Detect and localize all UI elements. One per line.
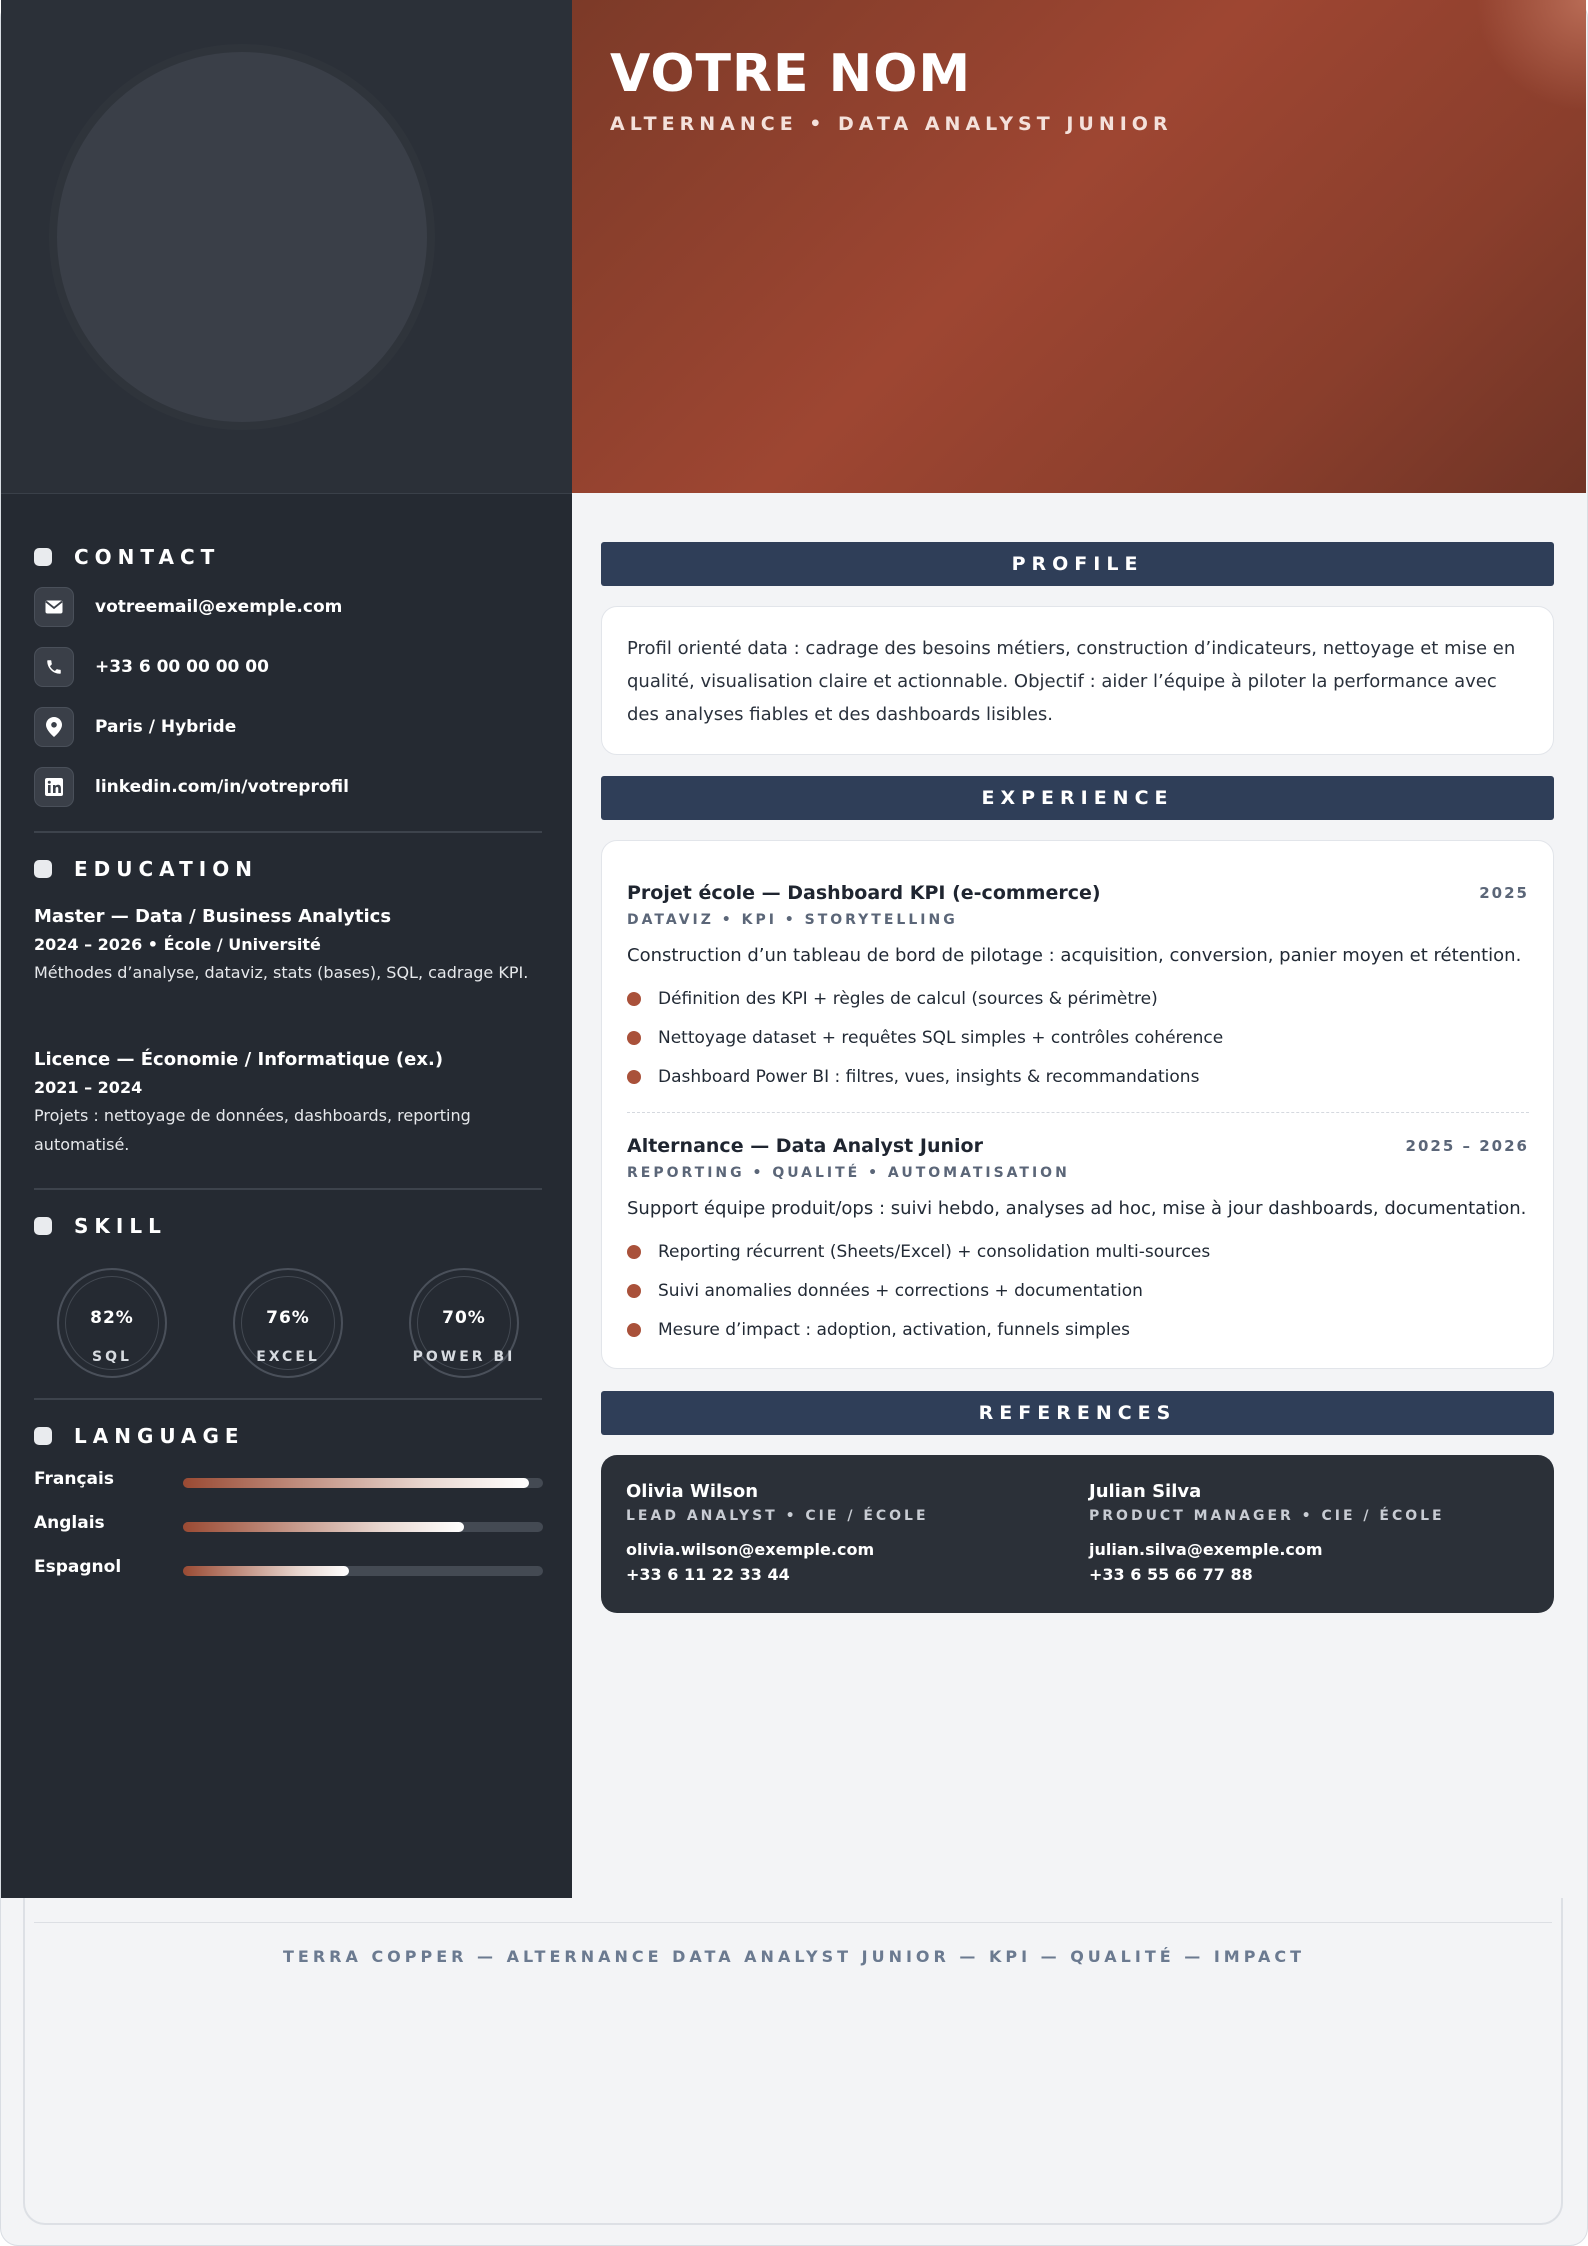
contact-heading: CONTACT xyxy=(34,542,220,572)
candidate-subtitle: ALTERNANCE • DATA ANALYST JUNIOR xyxy=(610,113,1173,135)
education-desc: Méthodes d’analyse, dataviz, stats (bases), SQL, cadrage KPI. xyxy=(34,963,529,982)
footer-divider xyxy=(34,1922,1552,1923)
section-divider xyxy=(34,831,542,833)
contact-phone-text: +33 6 00 00 00 00 xyxy=(95,657,269,677)
contact-location xyxy=(34,706,236,748)
experience-tags: DATAVIZ • KPI • STORYTELLING xyxy=(627,912,958,928)
skill-percent: 76% xyxy=(266,1308,310,1328)
experience-bullet: Dashboard Power BI : filtres, vues, insights & recommandations xyxy=(627,1067,1199,1087)
experience-bullet: Mesure d’impact : adoption, activation, funnels simples xyxy=(627,1320,1130,1340)
profile-photo-placeholder xyxy=(57,52,427,422)
experience-bullet: Suivi anomalies données + corrections + documentation xyxy=(627,1281,1143,1301)
reference-name: Julian Silva xyxy=(1089,1481,1202,1502)
skill-name: EXCEL xyxy=(256,1349,320,1365)
education-desc: Projets : nettoyage de données, dashboards, reporting automatisé. xyxy=(34,1106,471,1154)
references-heading: REFERENCES xyxy=(601,1391,1554,1435)
reference-item xyxy=(1089,1481,1445,1584)
language-row-espagnol xyxy=(34,1557,544,1581)
bullet-dot-icon xyxy=(627,1070,641,1084)
footer-text: TERRA COPPER — ALTERNANCE DATA ANALYST JUNIOR — KPI — QUALITÉ — IMPACT xyxy=(283,1947,1305,1966)
education-item xyxy=(34,906,549,987)
education-degree: Licence — Économie / Informatique (ex.) xyxy=(34,1049,444,1070)
experience-bullet: Nettoyage dataset + requêtes SQL simples + contrôles cohérence xyxy=(627,1028,1223,1048)
bullet-dot-icon xyxy=(627,1284,641,1298)
contact-phone[interactable] xyxy=(34,646,269,688)
profile-heading: PROFILE xyxy=(601,542,1554,586)
language-row-anglais xyxy=(34,1513,544,1537)
experience-bullet: Reporting récurrent (Sheets/Excel) + consolidation multi-sources xyxy=(627,1242,1210,1262)
education-years: 2024 – 2026 • École / Université xyxy=(34,935,321,954)
language-row-francais xyxy=(34,1469,544,1493)
mail-icon xyxy=(34,587,74,627)
reference-name: Olivia Wilson xyxy=(626,1481,759,1502)
phone-icon xyxy=(34,647,74,687)
experience-heading: EXPERIENCE xyxy=(601,776,1554,820)
language-level-fill xyxy=(183,1478,529,1488)
language-level-track xyxy=(183,1478,543,1488)
reference-item xyxy=(626,1481,929,1584)
language-name: Espagnol xyxy=(34,1557,122,1577)
skill-percent: 82% xyxy=(90,1308,134,1328)
bullet-dot-icon xyxy=(627,1245,641,1259)
references-card xyxy=(601,1455,1554,1613)
sidebar xyxy=(1,0,572,1898)
experience-bullet: Définition des KPI + règles de calcul (sources & périmètre) xyxy=(627,989,1158,1009)
experience-card xyxy=(601,840,1554,1369)
contact-email[interactable] xyxy=(34,586,342,628)
experience-date: 2025 xyxy=(1479,884,1529,902)
skill-name: SQL xyxy=(92,1349,132,1365)
section-bullet-icon xyxy=(34,1427,52,1445)
language-name: Anglais xyxy=(34,1513,105,1533)
bullet-dot-icon xyxy=(627,992,641,1006)
education-heading: EDUCATION xyxy=(34,854,258,884)
skill-gauge-sql xyxy=(57,1268,167,1378)
experience-divider xyxy=(627,1112,1529,1113)
contact-linkedin-text: linkedin.com/in/votreprofil xyxy=(95,777,349,797)
experience-summary: Support équipe produit/ops : suivi hebdo, analyses ad hoc, mise à jour dashboards, documentation. xyxy=(627,1198,1527,1219)
profile-text: Profil orienté data : cadrage des besoins métiers, construction d’indicateurs, nettoyage et mise en qualité, visualisation claire et actionnable. Objectif : aider l’équipe à piloter la performance avec des analyses fiables et des dashboards lisibles. xyxy=(627,638,1516,725)
education-degree: Master — Data / Business Analytics xyxy=(34,906,392,927)
header-banner xyxy=(572,0,1586,493)
contact-location-text: Paris / Hybride xyxy=(95,717,237,737)
experience-title: Projet école — Dashboard KPI (e-commerce) xyxy=(627,882,1101,904)
reference-phone[interactable]: +33 6 11 22 33 44 xyxy=(626,1565,790,1584)
experience-title: Alternance — Data Analyst Junior xyxy=(627,1135,983,1157)
linkedin-icon xyxy=(34,767,74,807)
skill-gauge-power-bi xyxy=(409,1268,519,1378)
section-bullet-icon xyxy=(34,860,52,878)
experience-date: 2025 – 2026 xyxy=(1405,1137,1529,1155)
reference-role: LEAD ANALYST • CIE / ÉCOLE xyxy=(626,1508,929,1524)
language-name: Français xyxy=(34,1469,114,1489)
contact-email-text: votreemail@exemple.com xyxy=(95,597,343,617)
language-level-fill xyxy=(183,1566,349,1576)
profile-card xyxy=(601,606,1554,755)
bullet-dot-icon xyxy=(627,1323,641,1337)
experience-item xyxy=(627,882,1529,1112)
bullet-dot-icon xyxy=(627,1031,641,1045)
experience-tags: REPORTING • QUALITÉ • AUTOMATISATION xyxy=(627,1165,1070,1181)
experience-summary: Construction d’un tableau de bord de pilotage : acquisition, conversion, panier moyen et rétention. xyxy=(627,945,1522,966)
reference-email[interactable]: olivia.wilson@exemple.com xyxy=(626,1540,875,1559)
reference-email[interactable]: julian.silva@exemple.com xyxy=(1089,1540,1323,1559)
section-bullet-icon xyxy=(34,1217,52,1235)
skill-gauge-excel xyxy=(233,1268,343,1378)
contact-linkedin[interactable] xyxy=(34,766,349,808)
section-divider xyxy=(34,1188,542,1190)
section-divider xyxy=(34,1398,542,1400)
experience-item xyxy=(627,1135,1529,1365)
language-level-fill xyxy=(183,1522,464,1532)
section-bullet-icon xyxy=(34,548,52,566)
skill-name: POWER BI xyxy=(412,1349,516,1365)
language-heading: LANGUAGE xyxy=(34,1421,245,1451)
education-item xyxy=(34,1049,549,1159)
skill-percent: 70% xyxy=(442,1308,486,1328)
language-level-track xyxy=(183,1566,543,1576)
language-level-track xyxy=(183,1522,543,1532)
photo-area xyxy=(1,0,572,494)
education-years: 2021 – 2024 xyxy=(34,1078,143,1097)
location-pin-icon xyxy=(34,707,74,747)
reference-phone[interactable]: +33 6 55 66 77 88 xyxy=(1089,1565,1253,1584)
skill-heading: SKILL xyxy=(34,1211,167,1241)
candidate-name: VOTRE NOM xyxy=(610,44,972,104)
reference-role: PRODUCT MANAGER • CIE / ÉCOLE xyxy=(1089,1508,1445,1524)
